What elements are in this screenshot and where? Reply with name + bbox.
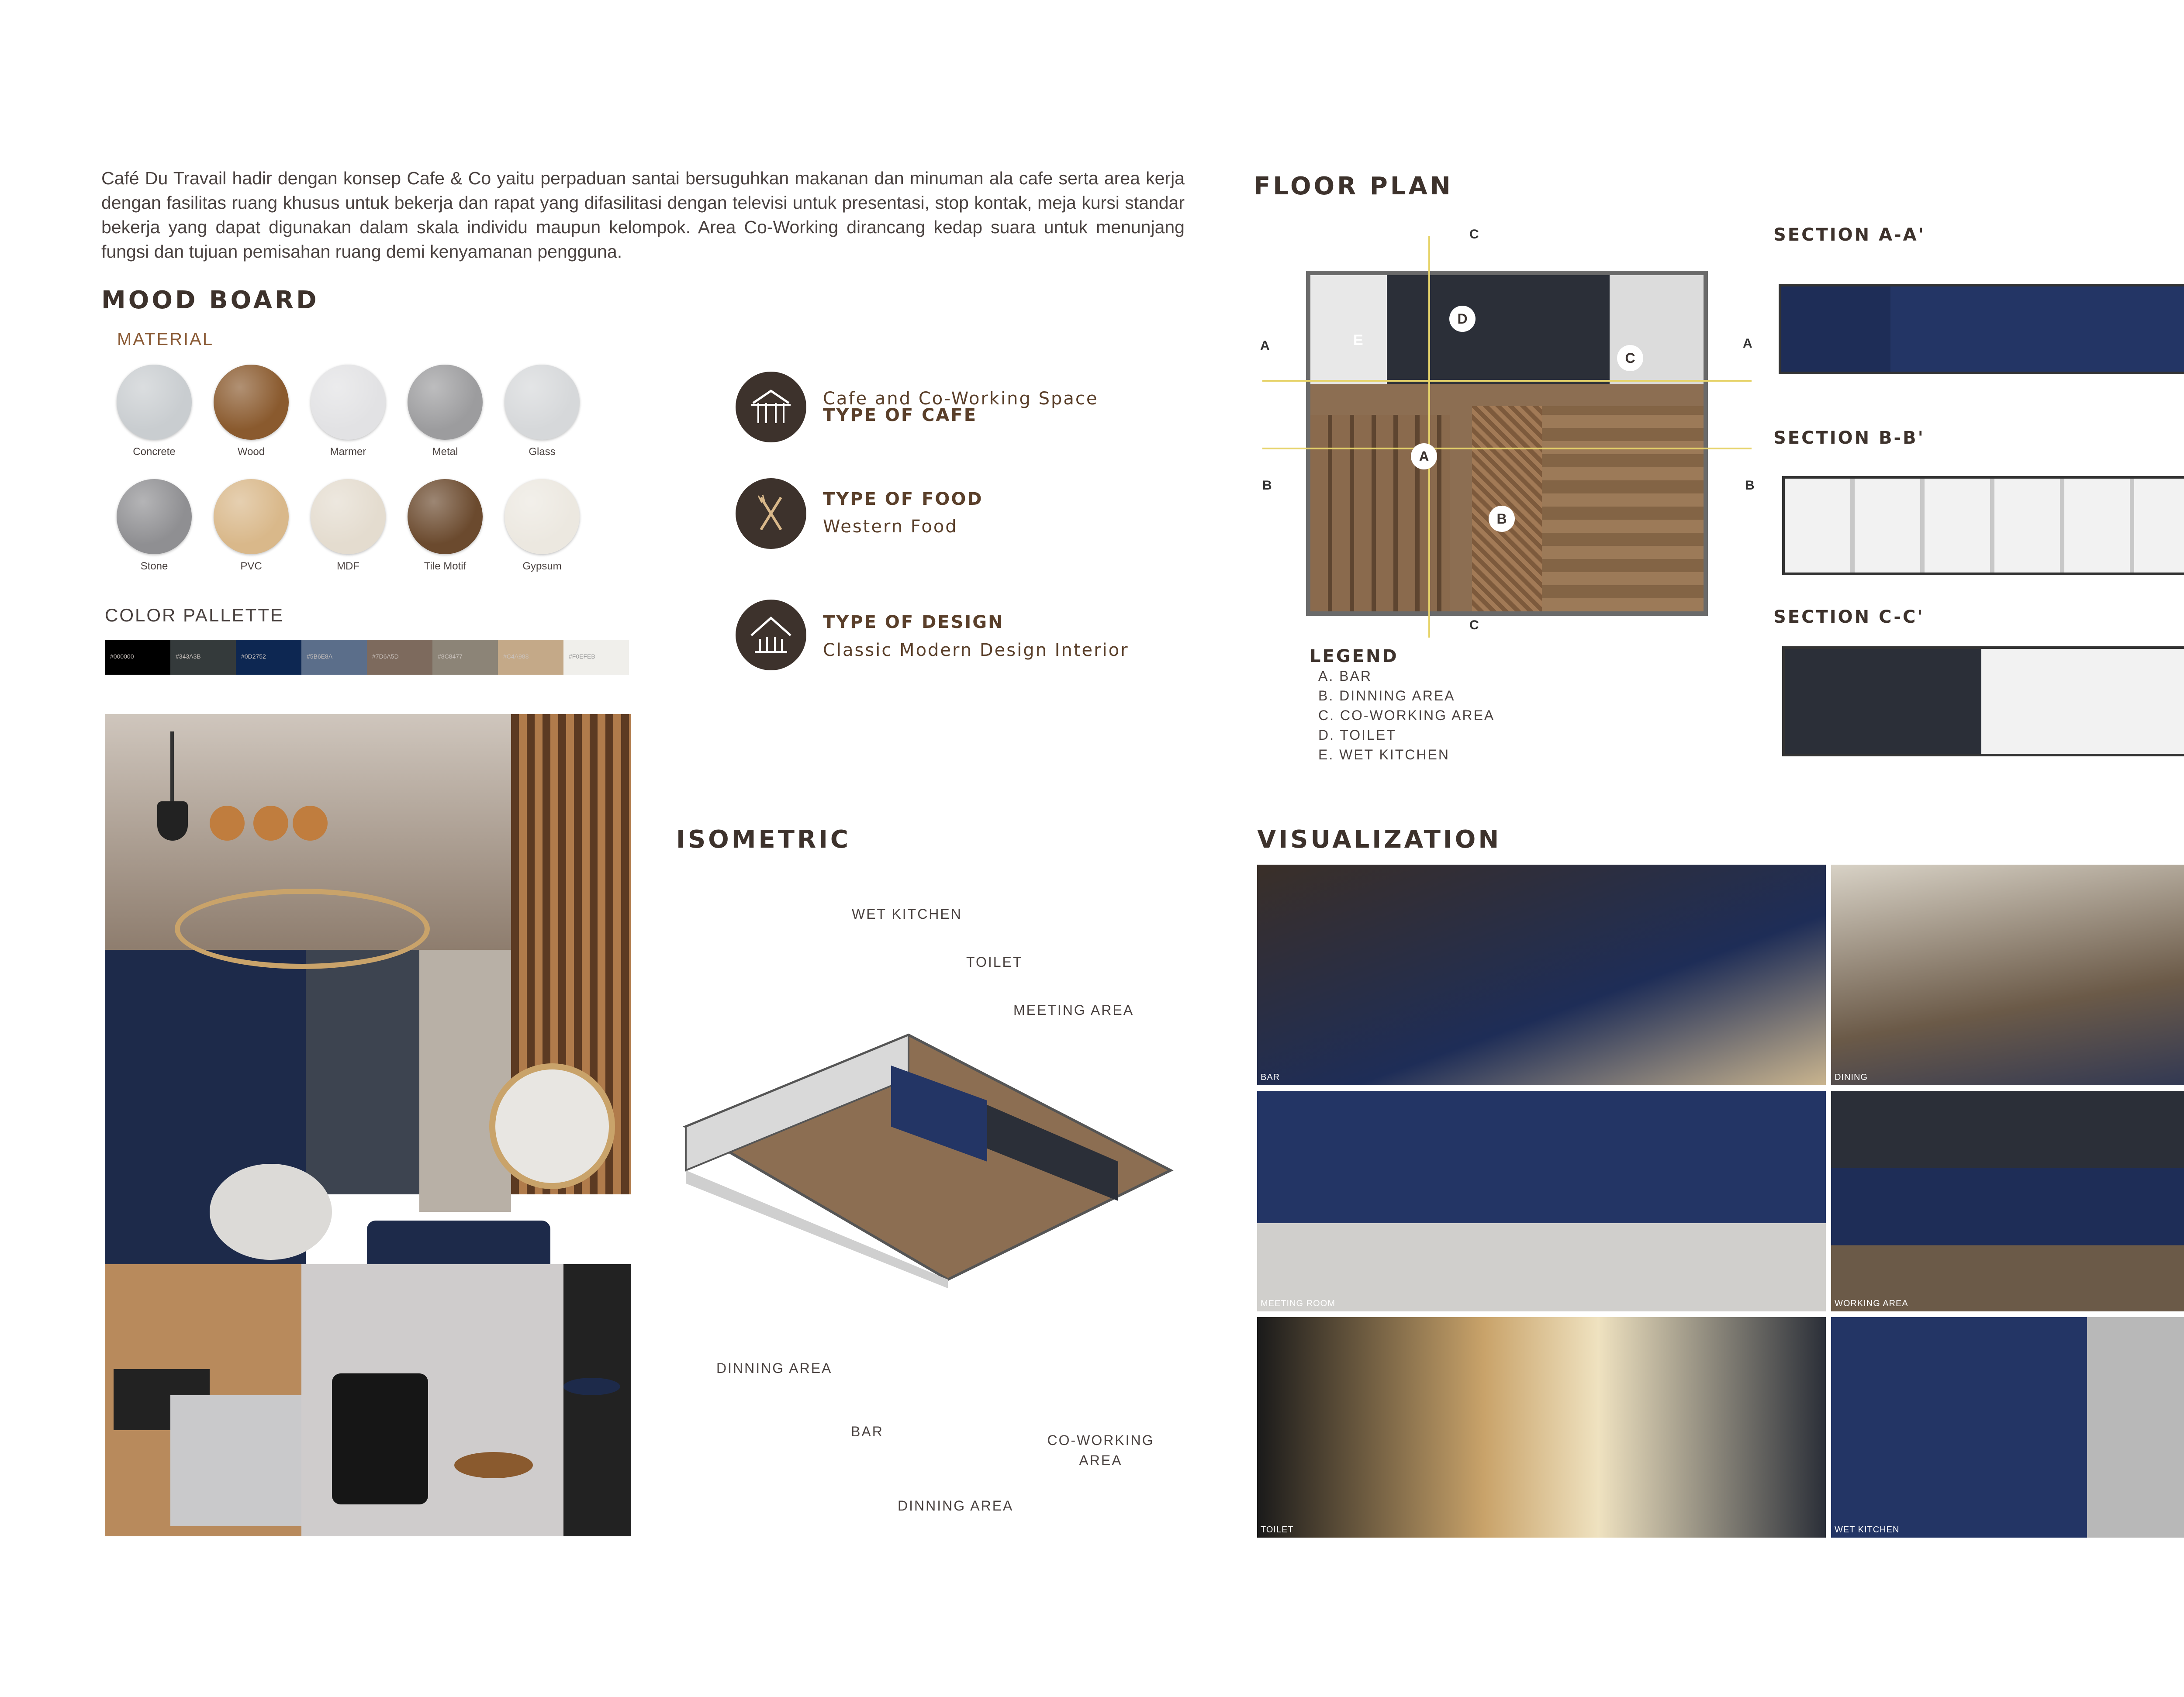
- concept-1-line1: Cafe and Co-Working Space: [823, 389, 1099, 409]
- concept-2-line1: TYPE OF FOOD: [823, 489, 983, 509]
- section-b-drawing: [1782, 476, 2184, 575]
- iso-coworking: CO-WORKING AREA: [1047, 1432, 1154, 1468]
- material-swatch: [408, 365, 483, 440]
- photo-working-caption: WORKING AREA: [1835, 1299, 1908, 1308]
- material-label-text: Wood: [237, 446, 265, 458]
- photo-bar-caption: BAR: [1261, 1073, 1280, 1082]
- material-swatch: [214, 479, 289, 554]
- material-pvc: [201, 479, 301, 573]
- photo-dining-caption: DINING: [1835, 1073, 1868, 1082]
- section-a-drawing: [1779, 284, 2184, 374]
- mood-collage: [105, 714, 631, 1536]
- zone-e: E: [1353, 332, 1363, 348]
- material-swatch: [311, 365, 386, 440]
- marker-a-left: A: [1260, 338, 1270, 353]
- material-swatch: [311, 479, 386, 554]
- marker-c-bottom: C: [1469, 618, 1479, 632]
- marker-b-right: B: [1745, 478, 1755, 493]
- material-tile-motif: [395, 479, 495, 573]
- legend-title: LEGEND: [1310, 646, 1399, 666]
- material-label-text: Tile Motif: [424, 560, 467, 572]
- material-label: MATERIAL: [117, 330, 214, 349]
- palette-chip: [236, 640, 301, 675]
- iso-toilet: TOILET: [966, 954, 1023, 970]
- material-swatch: [408, 479, 483, 554]
- palette-chip-label: #8C8477: [438, 653, 463, 660]
- material-swatch: [505, 479, 580, 554]
- concept-3-line1: TYPE OF DESIGN: [823, 612, 1004, 632]
- fork-knife-icon: [736, 478, 806, 549]
- palette-chip-label: #5B6E8A: [307, 653, 333, 660]
- palette-chip: [170, 640, 236, 675]
- material-stone: [104, 479, 204, 573]
- iso-meeting: MEETING AREA: [1013, 1002, 1134, 1018]
- building-icon: [736, 600, 806, 670]
- visualization-title: VISUALIZATION: [1257, 825, 1502, 854]
- material-wood: [201, 365, 301, 458]
- concept-3-line2: Classic Modern Design Interior: [823, 640, 1129, 660]
- intro-paragraph: Café Du Travail hadir dengan konsep Cafe & Co yaitu perpaduan santai bersuguhkan makanan dan minuman ala cafe serta area kerja dengan fasilitas ruang khusus untuk bekerja dan rapat yang difasilitasi dengan televisi untuk presentasi, stop kontak, meja kursi standar bekerja yang dapat digunakan dalam skala individu maupun kelompok. Area Co-Working dirancang kedap suara untuk menunjang fungsi dan tujuan pemisahan ruang demi kenyamanan pengguna.: [101, 168, 1185, 262]
- material-label-text: MDF: [337, 560, 359, 572]
- palette-chip-label: #000000: [110, 653, 134, 660]
- material-label-text: Marmer: [330, 446, 366, 458]
- concept-1-line2: TYPE OF CAFE: [823, 405, 978, 425]
- palette-chip: [301, 640, 367, 675]
- floor-plan-title: FLOOR PLAN: [1254, 172, 1453, 200]
- photo-meeting-caption: MEETING ROOM: [1261, 1299, 1335, 1308]
- concept-2-line2: Western Food: [823, 517, 958, 537]
- section-c-title: SECTION C-C': [1773, 607, 1925, 627]
- legend-item-e: E. WET KITCHEN: [1318, 747, 1450, 762]
- photo-meeting-room: [1257, 1091, 1826, 1311]
- material-swatch: [505, 365, 580, 440]
- legend-item-c: C. CO-WORKING AREA: [1318, 707, 1495, 723]
- section-b-title: SECTION B-B': [1773, 428, 1925, 448]
- legend-item-a: A. BAR: [1318, 668, 1372, 684]
- material-label-text: Metal: [432, 446, 458, 458]
- palette-chip: [432, 640, 498, 675]
- palette-chip: [105, 640, 170, 675]
- material-swatch: [117, 365, 192, 440]
- material-metal: [395, 365, 495, 458]
- material-label-text: Stone: [140, 560, 168, 572]
- material-label-text: Concrete: [133, 446, 176, 458]
- marker-b-left: B: [1262, 478, 1272, 493]
- mood-board-title: MOOD BOARD: [101, 286, 319, 314]
- photo-toilet: [1257, 1317, 1826, 1538]
- section-a-title: SECTION A-A': [1773, 225, 1925, 245]
- section-c-drawing: [1782, 646, 2184, 756]
- palette-chip: [498, 640, 563, 675]
- legend-item-b: B. DINNING AREA: [1318, 688, 1455, 704]
- material-label-text: Glass: [529, 446, 556, 458]
- photo-dining: [1831, 865, 2184, 1085]
- palette-chip: [367, 640, 432, 675]
- iso-wet-kitchen: WET KITCHEN: [852, 906, 962, 922]
- photo-wet-kitchen: [1831, 1317, 2184, 1538]
- marker-c-top: C: [1469, 227, 1479, 241]
- palette-chip-label: #C4A988: [503, 653, 529, 660]
- color-palette: [105, 640, 629, 675]
- photo-kitchen-caption: WET KITCHEN: [1835, 1525, 1900, 1535]
- iso-bar: BAR: [851, 1424, 884, 1439]
- material-gypsum: [492, 479, 592, 573]
- material-label-text: Gypsum: [522, 560, 562, 572]
- palette-chip-label: #7D6A5D: [372, 653, 399, 660]
- marker-a-right: A: [1743, 336, 1752, 351]
- palette-chip: [563, 640, 629, 675]
- photo-bar: [1257, 865, 1826, 1085]
- material-swatch: [117, 479, 192, 554]
- material-label-text: PVC: [240, 560, 262, 572]
- material-mdf: [298, 479, 398, 573]
- zone-a: A: [1411, 443, 1437, 469]
- isometric-title: ISOMETRIC: [676, 825, 851, 854]
- zone-b: B: [1489, 506, 1515, 532]
- material-marmer: [298, 365, 398, 458]
- zone-c: C: [1617, 345, 1643, 371]
- material-concrete: [104, 365, 204, 458]
- photo-working-area: [1831, 1091, 2184, 1311]
- palette-chip-label: #F0EFEB: [569, 653, 595, 660]
- palette-chip-label: #0D2752: [241, 653, 266, 660]
- palette-chip-label: #343A3B: [176, 653, 201, 660]
- floor-plan-drawing: [1306, 271, 1708, 616]
- iso-dinning-1: DINNING AREA: [716, 1360, 833, 1376]
- material-swatch: [214, 365, 289, 440]
- house-icon: [736, 372, 806, 442]
- isometric-drawing: [681, 1018, 1175, 1288]
- zone-d: D: [1449, 306, 1476, 332]
- photo-toilet-caption: TOILET: [1261, 1525, 1294, 1535]
- legend-item-d: D. TOILET: [1318, 727, 1396, 743]
- iso-dinning-2: DINNING AREA: [898, 1498, 1014, 1514]
- material-glass: [492, 365, 592, 458]
- palette-label: COLOR PALLETTE: [105, 605, 284, 625]
